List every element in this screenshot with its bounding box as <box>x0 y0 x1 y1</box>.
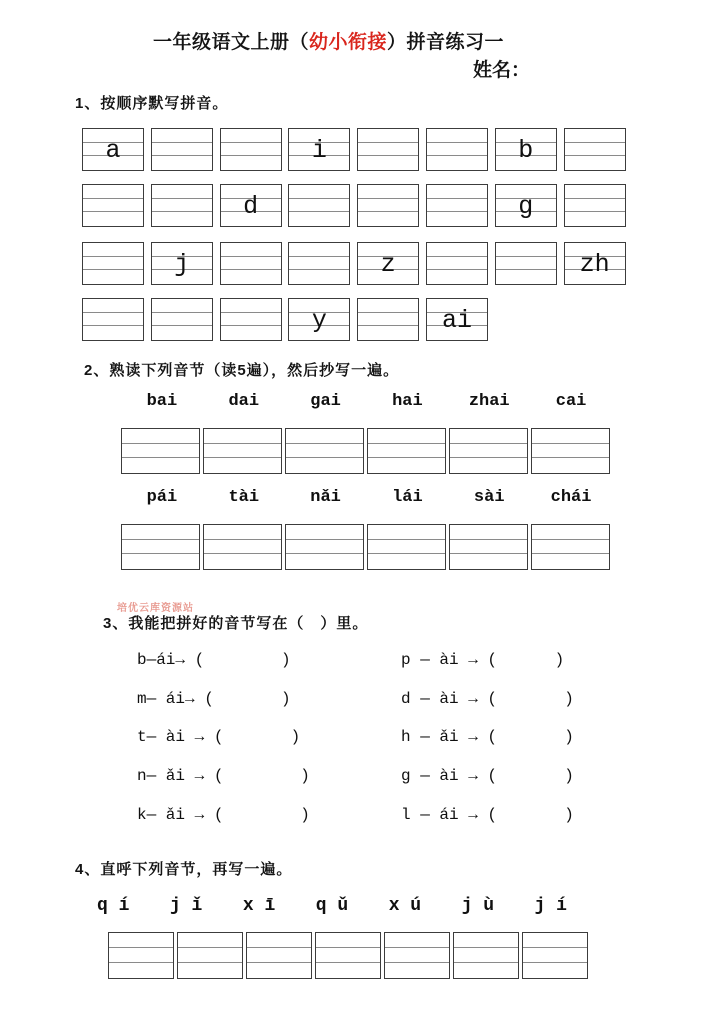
four-line-grid-cell <box>426 242 488 285</box>
four-line-grid-cell <box>426 184 488 227</box>
section3-heading: 3、我能把拼好的音节写在（ ）里。 <box>103 615 369 632</box>
syllable-label: lái <box>392 488 423 507</box>
four-line-grid-cell <box>203 524 282 570</box>
blend-exercise-item: l — ái → ( ) <box>401 805 574 824</box>
page-title-suffix: ）拼音练习一 <box>387 32 505 53</box>
four-line-grid-cell <box>285 428 364 474</box>
four-line-grid-cell <box>151 298 213 341</box>
blend-exercise-item: t— ài → ( ) <box>137 728 301 747</box>
four-line-grid-cell <box>246 932 312 979</box>
blend-column-right <box>401 641 574 834</box>
copy-grid-row-3 <box>108 932 588 979</box>
name-label: 姓名： <box>473 60 531 81</box>
pinyin-letter: z <box>380 250 396 279</box>
page-title <box>153 27 504 54</box>
page-title-prefix: 一年级语文上册（ <box>153 32 310 53</box>
four-line-grid-cell <box>495 242 557 285</box>
blend-exercise-item: b—ái→ ( ) <box>137 651 291 670</box>
syllable-label: j í <box>534 896 567 916</box>
four-line-grid-cell <box>82 242 144 285</box>
four-line-grid-cell <box>108 932 174 979</box>
copy-grid-row-2 <box>121 524 610 570</box>
four-line-grid-cell <box>121 428 200 474</box>
four-line-grid-cell <box>82 128 144 171</box>
four-line-grid-cell <box>357 242 419 285</box>
four-line-grid-cell <box>288 242 350 285</box>
four-line-grid-cell <box>220 242 282 285</box>
blend-exercise-item: p — ài → ( ) <box>401 651 565 670</box>
syllable-label: sài <box>473 488 505 507</box>
four-line-grid-cell <box>220 128 282 171</box>
pinyin-letter: a <box>105 136 121 165</box>
section4-heading: 4、直呼下列音节，再写一遍。 <box>75 861 293 878</box>
syllable-label: cai <box>555 392 587 411</box>
copy-grid-row-1 <box>121 428 610 474</box>
syllable-label: zhai <box>468 392 510 411</box>
pinyin-letter: ai <box>441 306 472 335</box>
syllable-label: q í <box>97 896 130 916</box>
four-line-grid-cell <box>121 524 200 570</box>
blend-exercise-item: g — ài → ( ) <box>401 767 574 786</box>
syllable-label: nǎi <box>310 488 341 507</box>
four-line-grid-cell <box>82 184 144 227</box>
pinyin-grid-row-4 <box>82 298 488 341</box>
four-line-grid-cell <box>288 128 350 171</box>
four-line-grid-cell <box>564 242 626 285</box>
four-line-grid-cell <box>203 428 282 474</box>
pinyin-letter: j <box>174 250 190 279</box>
four-line-grid-cell <box>82 298 144 341</box>
blend-exercise-item: m— ái→ ( ) <box>137 689 291 708</box>
four-line-grid-cell <box>522 932 588 979</box>
four-line-grid-cell <box>449 524 528 570</box>
syllable-label: j ù <box>461 896 495 916</box>
syllable-label: chái <box>550 488 592 507</box>
syllable-label: hai <box>392 392 423 411</box>
watermark-text: 培优云库资源站 <box>117 603 194 614</box>
four-line-grid-cell <box>495 184 557 227</box>
four-line-grid-cell <box>357 298 419 341</box>
syllable-label: x ī <box>242 896 276 916</box>
pinyin-grid-row-2 <box>82 184 626 227</box>
syllable-label: j ǐ <box>169 896 203 916</box>
four-line-grid-cell <box>220 184 282 227</box>
four-line-grid-cell <box>151 184 213 227</box>
four-line-grid-cell <box>426 298 488 341</box>
pinyin-letter: y <box>311 306 327 335</box>
pinyin-letter: zh <box>579 250 610 279</box>
four-line-grid-cell <box>426 128 488 171</box>
syllable-label: tài <box>228 488 260 507</box>
four-line-grid-cell <box>357 184 419 227</box>
four-line-grid-cell <box>564 128 626 171</box>
section1-heading: 1、按顺序默写拼音。 <box>75 95 229 112</box>
four-line-grid-cell <box>151 242 213 285</box>
four-line-grid-cell <box>367 428 446 474</box>
four-line-grid-cell <box>220 298 282 341</box>
four-line-grid-cell <box>357 128 419 171</box>
four-line-grid-cell <box>288 184 350 227</box>
pinyin-letter: d <box>243 192 259 221</box>
syllable-row-1 <box>121 392 612 411</box>
blend-exercise-item: k— ǎi → ( ) <box>137 805 310 824</box>
four-line-grid-cell <box>453 932 519 979</box>
syllable-label: gai <box>310 392 341 411</box>
syllable-label: pái <box>146 488 178 507</box>
syllable-label: dai <box>228 392 260 411</box>
blend-column-left <box>137 641 310 834</box>
pinyin-grid-row-1 <box>82 128 626 171</box>
four-line-grid-cell <box>531 428 610 474</box>
syllable-label: bai <box>146 392 178 411</box>
four-line-grid-cell <box>315 932 381 979</box>
four-line-grid-cell <box>367 524 446 570</box>
blend-exercise-item: n— ǎi → ( ) <box>137 767 310 786</box>
pinyin-grid-row-3 <box>82 242 626 285</box>
blend-exercise-item: h — ǎi → ( ) <box>401 728 574 747</box>
pinyin-letter: i <box>311 136 327 165</box>
syllable-label: q ǔ <box>315 896 349 916</box>
four-line-grid-cell <box>177 932 243 979</box>
four-line-grid-cell <box>531 524 610 570</box>
blend-exercise-item: d — ài → ( ) <box>401 689 574 708</box>
four-line-grid-cell <box>288 298 350 341</box>
four-line-grid-cell <box>151 128 213 171</box>
four-line-grid-cell <box>564 184 626 227</box>
pinyin-letter: b <box>518 136 534 165</box>
pinyin-letter: g <box>518 192 534 221</box>
syllable-label: x ú <box>388 896 422 916</box>
four-line-grid-cell <box>285 524 364 570</box>
four-line-grid-cell <box>449 428 528 474</box>
four-line-grid-cell <box>384 932 450 979</box>
syllable-row-2 <box>121 488 612 507</box>
section2-heading: 2、熟读下列音节（读5遍），然后抄写一遍。 <box>84 362 400 379</box>
page-title-highlight: 幼小衔接 <box>309 32 388 53</box>
syllable-row-3 <box>97 896 567 916</box>
four-line-grid-cell <box>495 128 557 171</box>
